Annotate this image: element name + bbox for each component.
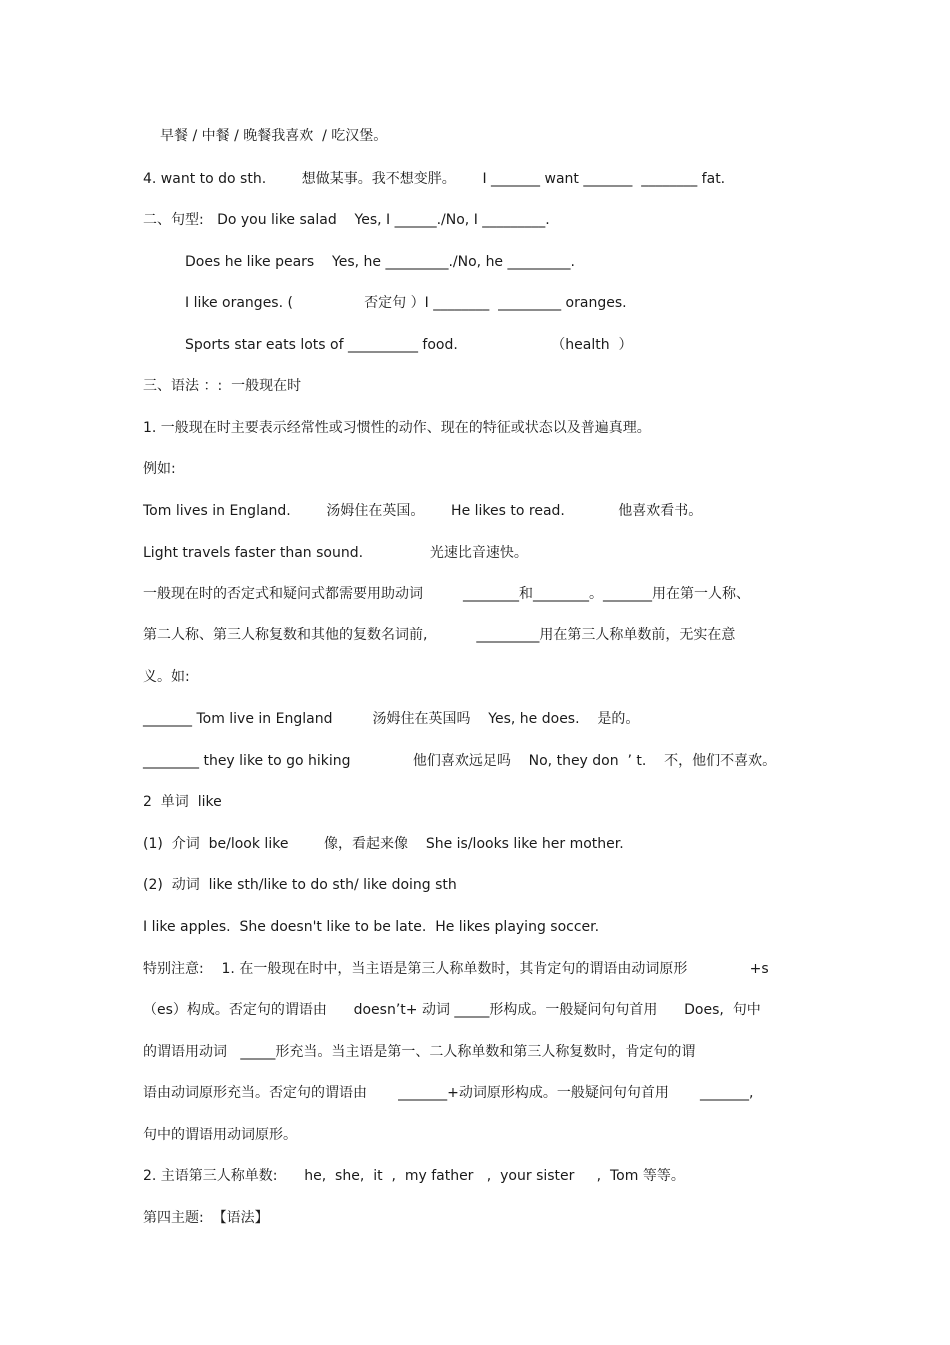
text-line-22: （es）构成。否定句的谓语由 doesn’t+ 动词 _____形构成。一般疑问句句首用 Does, 句中	[143, 1002, 761, 1018]
text-line-21: 特别注意: 1. 在一般现在时中，当主语是第三人称单数时，其肯定句的谓语由动词原形 +s	[143, 961, 769, 977]
text-line-10: Tom lives in England. 汤姆住在英国。 He likes to read. 他喜欢看书。	[143, 503, 703, 519]
text-line-23: 的谓语用动词 _____形充当。当主语是第一、二人称单数和第三人称复数时，肯定句的谓	[143, 1044, 696, 1060]
text-line-11: Light travels faster than sound. 光速比音速快。	[143, 545, 528, 561]
text-line-5: I like oranges. ( 否定句 ）I ________ _________ oranges.	[185, 295, 627, 311]
text-line-3: 二、句型: Do you like salad Yes, I ______./No, I _________.	[143, 212, 550, 228]
text-line-17: 2 单词 like	[143, 794, 222, 810]
text-line-12: 一般现在时的否定式和疑问式都需要用助动词 ________和________。_______用在第一人称、	[143, 586, 751, 602]
text-line-8: 1. 一般现在时主要表示经常性或习惯性的动作、现在的特征或状态以及普遍真理。	[143, 420, 651, 436]
text-line-24: 语由动词原形充当。否定句的谓语由 _______+动词原形构成。一般疑问句句首用 _______,	[143, 1085, 754, 1101]
text-line-27: 第四主题: 【语法】	[143, 1210, 269, 1226]
text-line-2: 4. want to do sth. 想做某事。我不想变胖。 I _______ want _______ ________ fat.	[143, 171, 726, 187]
text-line-26: 2. 主语第三人称单数: he, she, it , my father , your sister , Tom 等等。	[143, 1168, 685, 1184]
text-line-15: _______ Tom live in England 汤姆住在英国吗 Yes, he does. 是的。	[143, 711, 640, 727]
text-line-14: 义。如:	[143, 669, 190, 685]
text-line-19: (2) 动词 like sth/like to do sth/ like doing sth	[143, 877, 457, 893]
text-line-18: (1) 介词 be/look like 像，看起来像 She is/looks like her mother.	[143, 836, 624, 852]
text-line-1: 早餐 / 中餐 / 晚餐我喜欢 / 吃汉堡。	[160, 128, 388, 144]
text-line-9: 例如:	[143, 461, 176, 477]
text-line-4: Does he like pears Yes, he _________./No, he _________.	[185, 254, 575, 270]
text-line-25: 句中的谓语用动词原形。	[143, 1127, 297, 1143]
text-line-7: 三、语法 ：: 一般现在时	[143, 378, 302, 394]
text-line-13: 第二人称、第三人称复数和其他的复数名词前, _________用在第三人称单数前，无实在意	[143, 627, 736, 643]
text-line-20: I like apples. She doesn't like to be late. He likes playing soccer.	[143, 919, 600, 935]
text-line-6: Sports star eats lots of __________ food. （health ）	[185, 337, 633, 353]
text-line-16: ________ they like to go hiking 他们喜欢远足吗 No, they don ’ t. 不，他们不喜欢。	[143, 753, 777, 769]
